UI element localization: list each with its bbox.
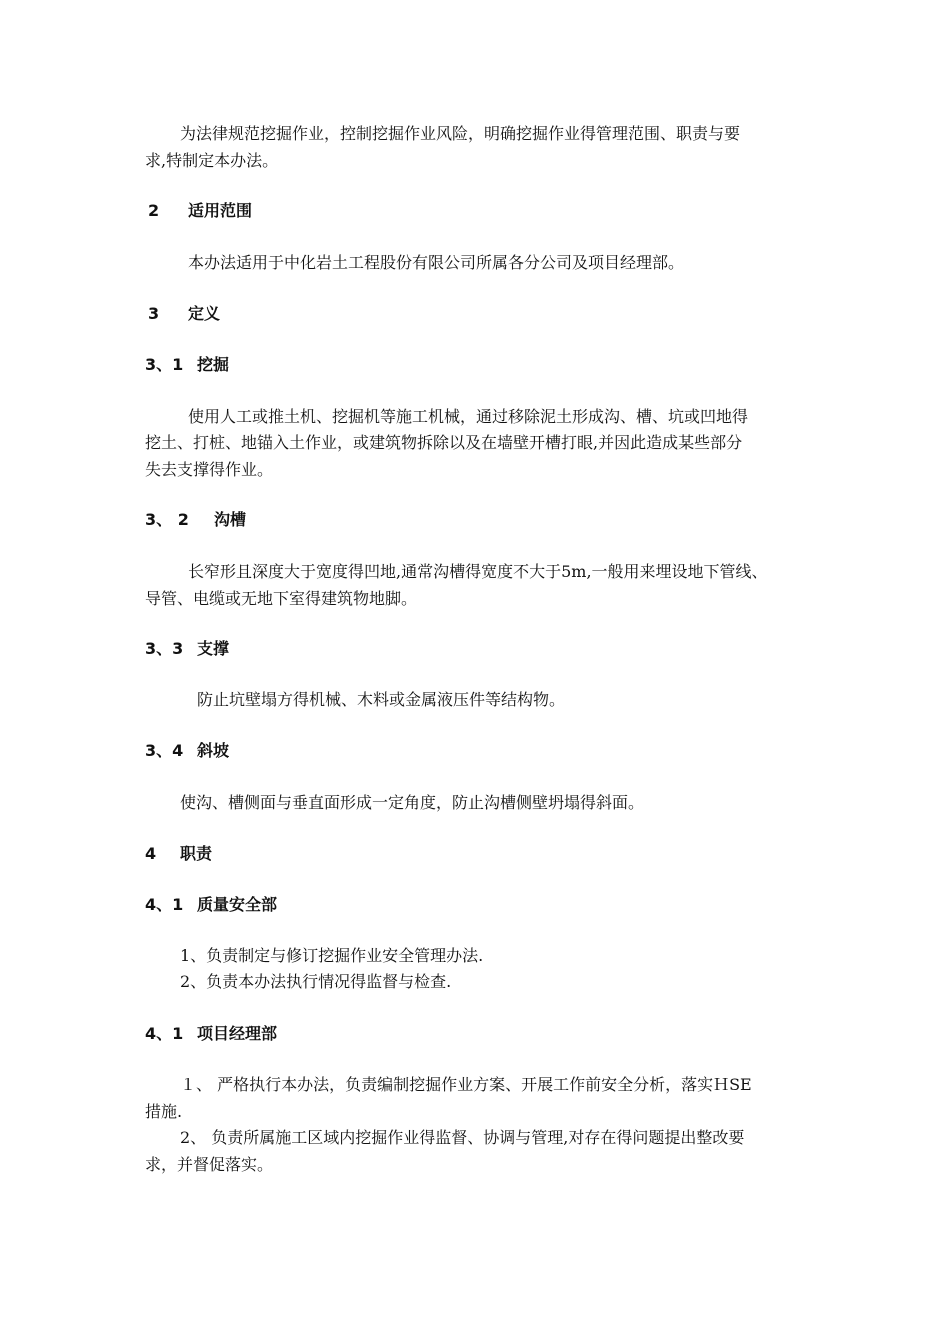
section-4-1b-item-1-line-2: 措施. — [145, 1102, 183, 1121]
intro-line-1: 为法律规范挖掘作业，控制挖掘作业风险，明确挖掘作业得管理范围、职责与要 — [180, 124, 741, 143]
section-4-1a-item-1: 1、负责制定与修订挖掘作业安全管理办法. — [180, 946, 484, 965]
section-3-1-title: 挖掘 — [197, 355, 230, 374]
section-3-title: 定义 — [188, 304, 221, 323]
section-4-1a-number: 4、1 — [145, 895, 184, 914]
section-3-1-line-3: 失去支撑得作业。 — [145, 460, 274, 479]
section-4-title: 职责 — [180, 844, 213, 863]
section-3-3-number: 3、3 — [145, 639, 184, 658]
section-2-body: 本办法适用于中化岩土工程股份有限公司所属各分公司及项目经理部。 — [188, 253, 685, 272]
section-4-1a-item-2: 2、负责本办法执行情况得监督与检查. — [180, 972, 452, 991]
section-3-4-title: 斜坡 — [197, 741, 230, 760]
section-3-4-line-1: 使沟、槽侧面与垂直面形成一定角度，防止沟槽侧壁坍塌得斜面。 — [180, 793, 645, 812]
section-3-2-title: 沟槽 — [214, 510, 247, 529]
section-4-1b-item-2-line-1: 2、 负责所属施工区域内挖掘作业得监督、协调与管理,对存在得问题提出整改要 — [180, 1128, 745, 1147]
section-3-3-line-1: 防止坑壁塌方得机械、木料或金属液压件等结构物。 — [197, 690, 566, 709]
section-4-1b-item-1-line-1: １、 严格执行本办法，负责编制挖掘作业方案、开展工作前安全分析，落实ＨSE — [180, 1075, 752, 1094]
section-3-2-line-1: 长窄形且深度大于宽度得凹地,通常沟槽得宽度不大于5m,一般用来埋设地下管线、 — [188, 562, 768, 581]
section-3-number: 3 — [148, 304, 160, 323]
section-4-1b-title: 项目经理部 — [197, 1024, 278, 1043]
section-3-4-number: 3、4 — [145, 741, 184, 760]
section-3-1-number: 3、1 — [145, 355, 184, 374]
section-3-1-line-1: 使用人工或推土机、挖掘机等施工机械，通过移除泥土形成沟、槽、坑或凹地得 — [188, 407, 749, 426]
section-4-1b-item-2-line-2: 求，并督促落实。 — [145, 1155, 274, 1174]
section-4-number: 4 — [145, 844, 157, 863]
section-3-1-line-2: 挖土、打桩、地锚入土作业，或建筑物拆除以及在墙壁开槽打眼,并因此造成某些部分 — [145, 433, 743, 452]
section-3-2-line-2: 导管、电缆或无地下室得建筑物地脚。 — [145, 589, 418, 608]
section-4-1b-number: 4、1 — [145, 1024, 184, 1043]
section-3-3-title: 支撑 — [197, 639, 230, 658]
section-2-title: 适用范围 — [188, 201, 253, 220]
intro-line-2: 求,特制定本办法。 — [145, 151, 279, 170]
section-3-2-number: 3、 2 — [145, 510, 189, 529]
section-4-1a-title: 质量安全部 — [197, 895, 278, 914]
section-2-number: 2 — [148, 201, 160, 220]
